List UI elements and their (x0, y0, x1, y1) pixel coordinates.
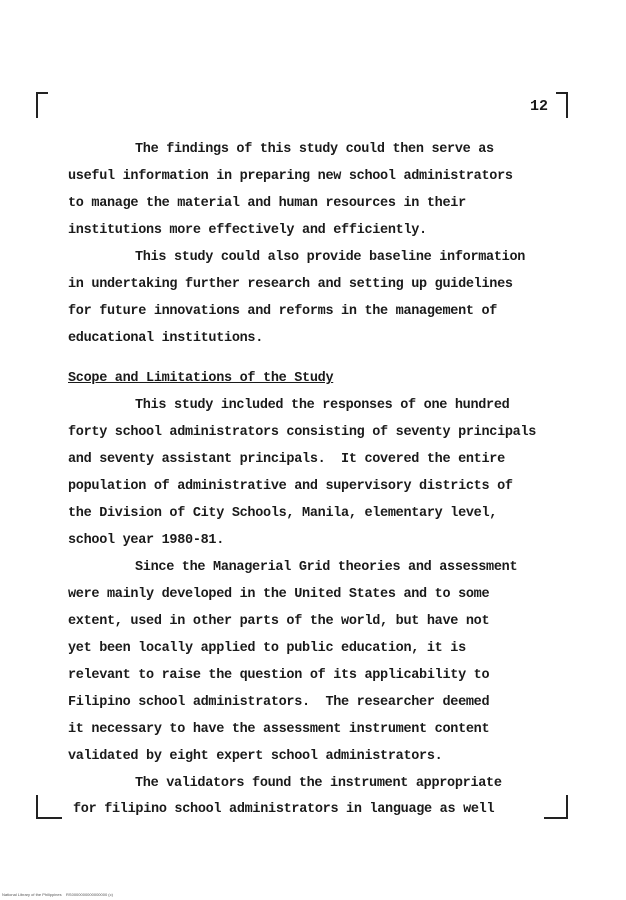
text-line: extent, used in other parts of the world, but have not (68, 614, 490, 629)
text-line: yet been locally applied to public education, it is (68, 641, 466, 656)
text-line: The findings of this study could then serve as (135, 142, 494, 157)
crop-mark-top-left (36, 92, 48, 118)
text-line: educational institutions. (68, 331, 264, 346)
crop-mark-bottom-left (36, 795, 62, 819)
text-line: it necessary to have the assessment instrument content (68, 722, 490, 737)
text-line: for future innovations and reforms in the management of (68, 304, 498, 319)
section-heading: Scope and Limitations of the Study (68, 371, 334, 386)
text-line: Filipino school administrators. The researcher deemed (68, 695, 490, 710)
text-line: forty school administrators consisting of seventy principals (68, 425, 537, 440)
text-line: useful information in preparing new school administrators (68, 169, 513, 184)
text-line: relevant to raise the question of its applicability to (68, 668, 490, 683)
text-line: to manage the material and human resources in their (68, 196, 466, 211)
text-line: population of administrative and supervisory districts of (68, 479, 513, 494)
text-line: were mainly developed in the United States and to some (68, 587, 490, 602)
text-line: This study included the responses of one hundred (135, 398, 510, 413)
text-line: school year 1980-81. (68, 533, 225, 548)
page-number: 12 (530, 98, 549, 115)
text-line: and seventy assistant principals. It covered the entire (68, 452, 505, 467)
text-line: The validators found the instrument appropriate (135, 776, 502, 791)
text-line: validated by eight expert school administrators. (68, 749, 443, 764)
text-line: institutions more effectively and efficiently. (68, 223, 427, 238)
crop-mark-bottom-right (544, 795, 568, 819)
archive-footer: National Library of the Philippines RS0000000000000000 (c) (2, 892, 113, 897)
text-line: Since the Managerial Grid theories and assessment (135, 560, 518, 575)
text-line: This study could also provide baseline information (135, 250, 526, 265)
crop-mark-top-right (556, 92, 568, 118)
text-line: for filipino school administrators in language as well (73, 802, 495, 817)
text-line: the Division of City Schools, Manila, elementary level, (68, 506, 498, 521)
text-line: in undertaking further research and setting up guidelines (68, 277, 513, 292)
